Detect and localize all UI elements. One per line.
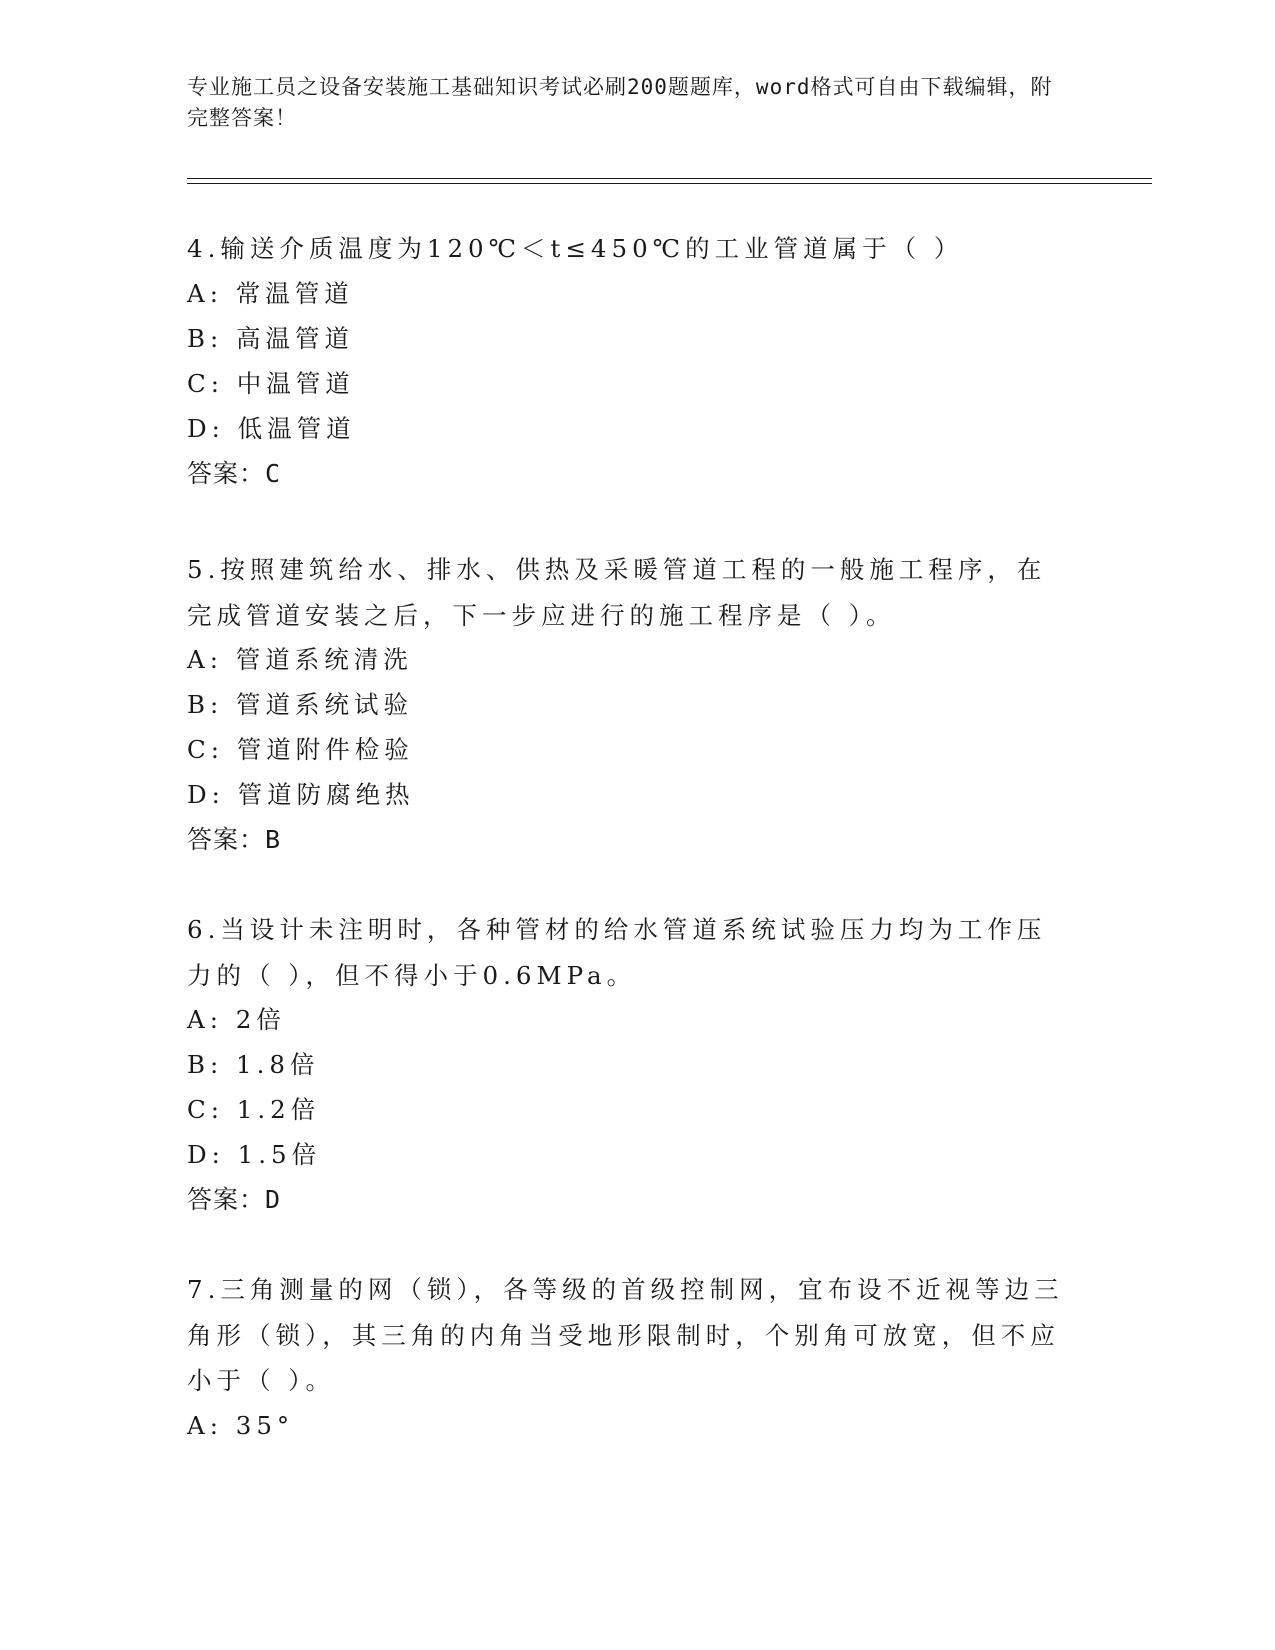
question-5-text: 5.按照建筑给水、排水、供热及采暖管道工程的一般施工程序，在完成管道安装之后，下一步应进行的施工程序是（ ）。 xyxy=(187,555,1047,630)
question-4-option-c: C: 中温管道 xyxy=(187,369,355,398)
document-header: 专业施工员之设备安装施工基础知识考试必刷200题题库，word格式可自由下载编辑，附完整答案！ xyxy=(187,75,1053,130)
question-7-text: 7.三角测量的网（锁），各等级的首级控制网，宜布设不近视等边三角形（锁），其三角的内角当受地形限制时，个别角可放宽，但不应小于（ ）。 xyxy=(187,1275,1064,1395)
question-5-answer: 答案：B xyxy=(187,825,282,854)
question-5-option-c: C: 管道附件检验 xyxy=(187,735,414,764)
question-4-option-b: B: 高温管道 xyxy=(187,324,355,353)
question-6-option-a: A: 2倍 xyxy=(187,1005,286,1034)
question-5-option-a: A: 管道系统清洗 xyxy=(187,645,413,674)
question-6-answer: 答案：D xyxy=(187,1185,282,1214)
question-5-option-d: D: 管道防腐绝热 xyxy=(187,780,415,809)
question-5-option-b: B: 管道系统试验 xyxy=(187,690,414,719)
question-4-text: 4.输送介质温度为120℃＜t≤450℃的工业管道属于（ ） xyxy=(187,234,964,263)
question-6-option-d: D: 1.5倍 xyxy=(187,1140,322,1169)
header-divider-bottom xyxy=(187,183,1152,184)
question-4-option-d: D: 低温管道 xyxy=(187,414,356,443)
question-4-option-a: A: 常温管道 xyxy=(187,279,354,308)
question-6-text: 6.当设计未注明时，各种管材的给水管道系统试验压力均为工作压力的（ ），但不得小于0.6MPa。 xyxy=(187,915,1047,990)
question-4-answer: 答案：C xyxy=(187,459,282,488)
question-6-option-c: C: 1.2倍 xyxy=(187,1095,321,1124)
question-6-option-b: B: 1.8倍 xyxy=(187,1050,320,1079)
question-7-option-a: A: 35° xyxy=(187,1411,295,1440)
header-divider-top xyxy=(187,178,1152,179)
